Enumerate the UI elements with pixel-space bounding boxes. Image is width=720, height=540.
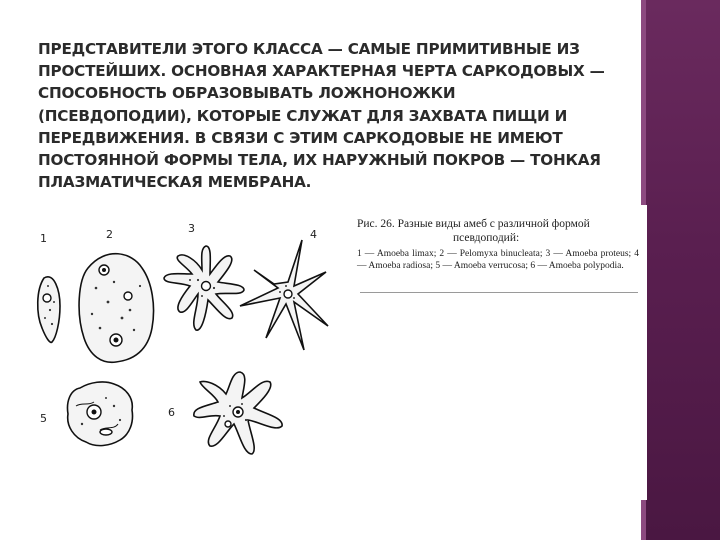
figure-label-3: 3: [188, 222, 195, 235]
amoeba-figure: [30, 210, 330, 510]
figure-label-6: 6: [168, 406, 175, 419]
caption-title-line-1: Рис. 26. Разные виды амеб с различной формой: [357, 218, 590, 230]
figure-label-1: 1: [40, 232, 47, 245]
caption-divider: [360, 292, 638, 293]
amoeba-drawings: [30, 210, 330, 510]
pelomyxa-drawing: [79, 254, 153, 363]
slide-body-text: ПРЕДСТАВИТЕЛИ ЭТОГО КЛАССА — САМЫЕ ПРИМИТИВНЫЕ ИЗ ПРОСТЕЙШИХ. ОСНОВНАЯ ХАРАКТЕРНАЯ ЧЕРТА САРКОДОВЫХ — СПОСОБНОСТЬ ОБРАЗОВЫВАТЬ ЛОЖНОНОЖКИ (ПСЕВДОПОДИИ), КОТОРЫЕ СЛУЖАТ ДЛЯ ЗАХВАТА ПИЩИ И ПЕРЕДВИЖЕНИЯ. В СВЯЗИ С ЭТИМ САРКОДОВЫЕ НЕ ИМЕЮТ ПОСТОЯННОЙ ФОРМЫ ТЕЛА, ИХ НАРУЖНЫЙ ПОКРОВ — ТОНКАЯ ПЛАЗМАТИЧЕСКАЯ МЕМБРАНА.: [38, 40, 605, 192]
amoeba-radiosa-drawing: [240, 240, 328, 350]
amoeba-proteus-drawing: [164, 246, 244, 330]
amoeba-polypodia-drawing: [194, 372, 282, 454]
figure-label-2: 2: [106, 228, 113, 241]
caption-title-line-2: псевдоподий:: [453, 232, 520, 244]
decorative-side-band: [641, 0, 720, 540]
amoeba-verrucosa-drawing: [68, 382, 133, 446]
figure-caption: [357, 217, 639, 272]
figure-label-5: 5: [40, 412, 47, 425]
caption-legend: 1 — Amoeba limax; 2 — Pelomyxa binucleata; 3 — Amoeba proteus; 4 — Amoeba radiosa; 5 — Amoeba verrucosa; 6 — Amoeba polypodia.: [357, 249, 639, 271]
amoeba-limax-drawing: [38, 277, 60, 343]
figure-label-4: 4: [310, 228, 317, 241]
image-edge: [641, 205, 647, 500]
